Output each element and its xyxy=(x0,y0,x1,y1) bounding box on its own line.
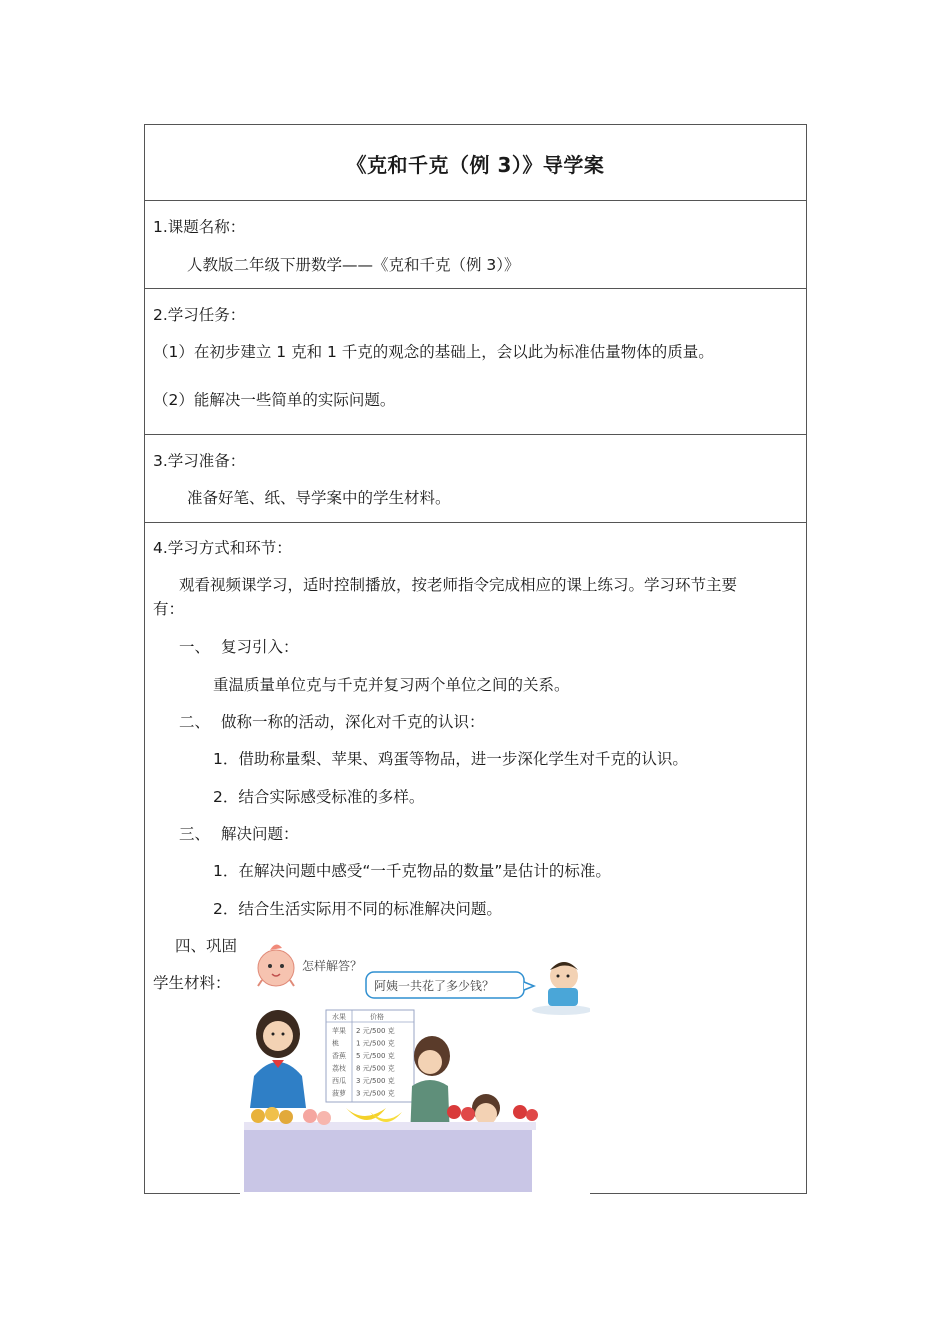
step-sub: 重温质量单位克与千克并复习两个单位之间的关系。 xyxy=(213,676,570,694)
step-label: 三、 xyxy=(179,825,211,843)
step-4-label: 四、巩固 xyxy=(175,937,238,955)
price-table-fruit: 菠萝 xyxy=(332,1089,346,1098)
step-sub: 1．在解决问题中感受“一千克物品的数量”是估计的标准。 xyxy=(213,862,611,880)
section-tasks xyxy=(145,289,806,435)
price-table-fruit: 荔枝 xyxy=(332,1064,346,1073)
price-table-price: 1 元/500 克 xyxy=(356,1039,395,1048)
price-table-fruit: 桃 xyxy=(332,1039,339,1048)
price-table-price: 3 元/500 克 xyxy=(356,1089,395,1098)
section-topic-content: 人教版二年级下册数学——《克和千克（例 3）》 xyxy=(187,256,520,274)
step-title: 解决问题： xyxy=(221,825,299,843)
method-intro-line2: 有： xyxy=(153,600,185,618)
student-materials-label: 学生材料： xyxy=(153,974,231,992)
section-preparation-content: 准备好笔、纸、导学案中的学生材料。 xyxy=(187,489,451,507)
price-table-header: 水果 xyxy=(332,1013,346,1021)
step-sub: 2．结合实际感受标准的多样。 xyxy=(213,788,425,806)
price-table-price: 2 元/500 克 xyxy=(356,1027,395,1035)
section-topic-heading: 1.课题名称： xyxy=(153,218,246,236)
step-label: 一、 xyxy=(179,638,211,656)
price-table-price: 5 元/500 克 xyxy=(356,1052,395,1060)
step-title: 做称一称的活动，深化对千克的认识： xyxy=(221,713,485,731)
section-preparation xyxy=(145,435,806,523)
step-sub: 2．结合生活实际用不同的标准解决问题。 xyxy=(213,900,502,918)
section-preparation-heading: 3.学习准备： xyxy=(153,452,246,470)
price-table-price: 8 元/500 克 xyxy=(356,1064,395,1073)
price-table-fruit: 苹果 xyxy=(332,1027,346,1035)
method-intro-line1: 观看视频课学习，适时控制播放，按老师指令完成相应的课上练习。学习环节主要 xyxy=(179,576,738,594)
step-title: 复习引入： xyxy=(221,638,299,656)
title-row xyxy=(145,125,806,201)
price-table-fruit: 西瓜 xyxy=(332,1077,346,1085)
fruit-market-illustration xyxy=(240,936,590,1196)
price-table-price: 3 元/500 克 xyxy=(356,1077,395,1085)
step-sub: 1．借助称量梨、苹果、鸡蛋等物品，进一步深化学生对千克的认识。 xyxy=(213,750,688,768)
task-item: （1）在初步建立 1 克和 1 千克的观念的基础上，会以此为标准估量物体的质量。 xyxy=(153,343,714,361)
section-topic xyxy=(145,201,806,289)
price-table-header: 价格 xyxy=(370,1013,384,1021)
section-tasks-heading: 2.学习任务： xyxy=(153,306,246,324)
section-method-heading: 4.学习方式和环节： xyxy=(153,539,292,557)
task-item: （2）能解决一些简单的实际问题。 xyxy=(153,391,396,409)
price-table-fruit: 香蕉 xyxy=(332,1052,346,1060)
bubble-left-text: 怎样解答？ xyxy=(302,959,363,973)
step-label: 二、 xyxy=(179,713,211,731)
bubble-right-text: 阿姨一共花了多少钱？ xyxy=(374,979,495,993)
page-title: 《克和千克（例 3）》导学案 xyxy=(346,153,605,177)
